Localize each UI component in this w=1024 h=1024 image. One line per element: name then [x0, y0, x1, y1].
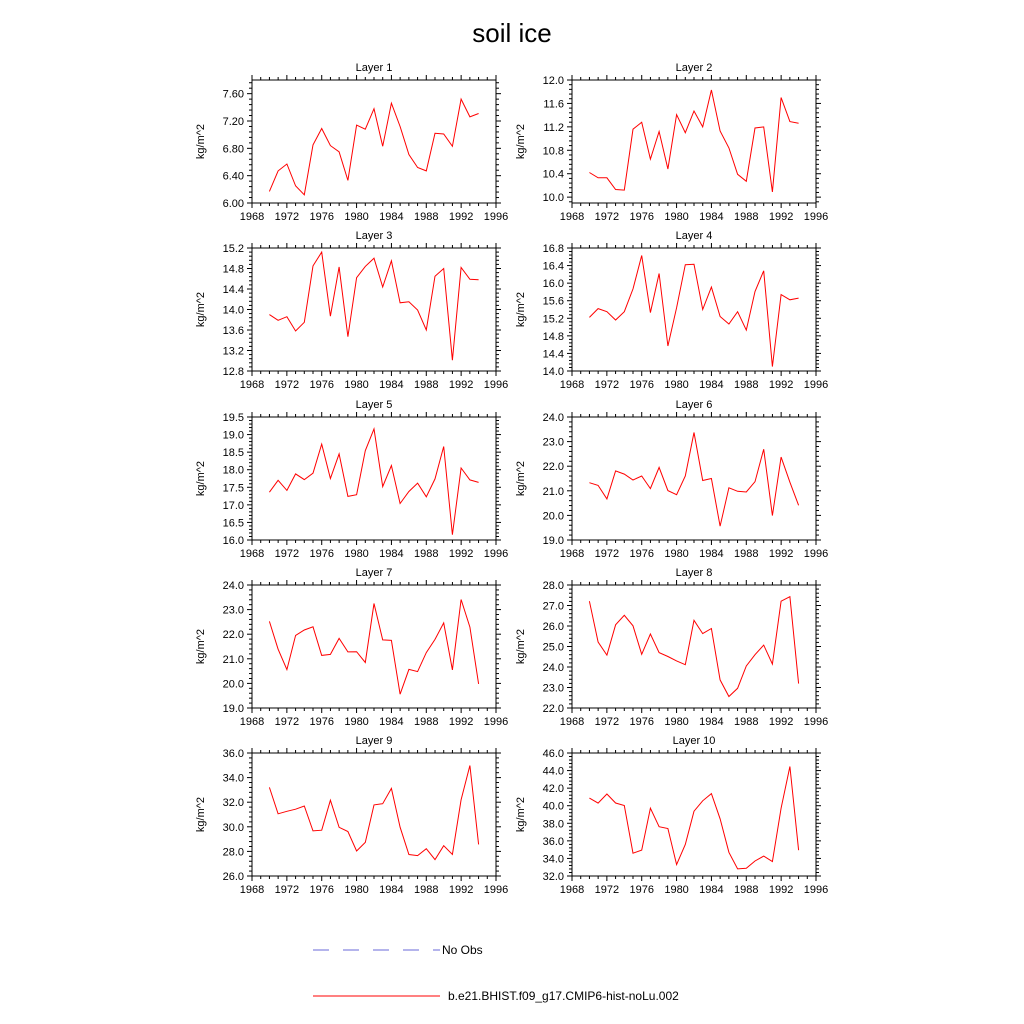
- y-axis-label: kg/m^2: [195, 796, 207, 833]
- y-tick-label: 10.8: [542, 145, 564, 158]
- y-tick-label: 27.0: [542, 600, 564, 613]
- x-tick-label: 1976: [629, 716, 654, 728]
- y-tick-label: 18.0: [222, 464, 244, 477]
- x-tick-label: 1984: [699, 211, 724, 223]
- plot-frame: [572, 753, 816, 876]
- x-tick-label: 1972: [594, 548, 620, 560]
- y-tick-label: 34.0: [222, 772, 244, 785]
- y-tick-label: 13.6: [222, 325, 244, 337]
- x-tick-label: 1988: [414, 884, 439, 896]
- x-tick-label: 1984: [699, 716, 724, 728]
- x-tick-label: 1992: [448, 211, 474, 223]
- panel-title: Layer 10: [672, 735, 716, 747]
- y-tick-label: 32.0: [222, 797, 244, 810]
- y-tick-label: 14.4: [222, 284, 244, 296]
- y-tick-label: 28.0: [222, 846, 244, 859]
- x-tick-label: 1968: [559, 548, 585, 560]
- x-tick-label: 1972: [594, 379, 620, 391]
- panel-layer-2: [515, 62, 828, 223]
- x-tick-label: 1968: [559, 379, 585, 391]
- x-tick-label: 1984: [379, 211, 404, 223]
- plot-frame: [572, 80, 816, 203]
- plot-frame: [252, 753, 496, 876]
- y-tick-label: 26.0: [542, 621, 564, 633]
- y-axis-label: kg/m^2: [195, 460, 207, 497]
- y-tick-label: 15.6: [542, 295, 564, 308]
- x-tick-label: 1980: [344, 716, 369, 728]
- series-line-model-run: [269, 429, 478, 535]
- panel-layer-7: [195, 567, 508, 728]
- x-tick-label: 1980: [344, 211, 369, 223]
- plot-frame: [572, 585, 816, 708]
- y-tick-label: 14.4: [542, 348, 564, 361]
- y-tick-label: 10.0: [542, 192, 564, 205]
- x-tick-label: 1972: [274, 884, 300, 896]
- x-tick-label: 1972: [594, 716, 620, 728]
- panel-title: Layer 8: [675, 567, 713, 579]
- x-tick-label: 1980: [664, 379, 689, 391]
- x-tick-label: 1980: [664, 211, 689, 223]
- y-tick-label: 20.0: [222, 678, 244, 691]
- x-tick-label: 1984: [699, 884, 724, 896]
- x-tick-label: 1984: [699, 379, 724, 391]
- y-tick-label: 34.0: [542, 853, 564, 866]
- y-tick-label: 14.0: [222, 304, 244, 317]
- x-tick-label: 1988: [414, 716, 439, 728]
- x-tick-label: 1992: [768, 548, 794, 560]
- x-tick-label: 1996: [803, 379, 829, 391]
- series-line-model-run: [589, 597, 798, 697]
- x-tick-label: 1968: [239, 884, 265, 896]
- y-tick-label: 7.60: [222, 88, 244, 101]
- x-tick-label: 1996: [803, 548, 829, 560]
- x-tick-label: 1968: [239, 548, 265, 560]
- series-line-model-run: [269, 99, 478, 195]
- x-tick-label: 1992: [448, 548, 474, 560]
- x-tick-label: 1980: [344, 548, 369, 560]
- y-axis-label: kg/m^2: [515, 628, 527, 665]
- y-tick-label: 14.8: [222, 263, 244, 276]
- x-tick-label: 1980: [664, 884, 689, 896]
- y-tick-label: 23.0: [542, 436, 564, 449]
- x-tick-label: 1984: [379, 884, 404, 896]
- y-tick-label: 20.0: [542, 510, 564, 523]
- x-tick-label: 1996: [483, 548, 509, 560]
- plot-frame: [252, 248, 496, 371]
- x-tick-label: 1996: [483, 884, 509, 896]
- y-tick-label: 22.0: [222, 629, 244, 642]
- y-tick-label: 36.0: [222, 748, 244, 760]
- y-tick-label: 38.0: [542, 818, 564, 831]
- x-tick-label: 1972: [274, 716, 300, 728]
- y-tick-label: 19.0: [542, 535, 564, 547]
- y-tick-label: 21.0: [222, 653, 244, 666]
- panel-title: Layer 2: [675, 62, 713, 74]
- y-tick-label: 24.0: [222, 580, 244, 592]
- series-line-model-run: [589, 433, 798, 527]
- panel-title: Layer 7: [355, 567, 393, 579]
- x-tick-label: 1992: [768, 884, 794, 896]
- series-line-model-run: [269, 600, 478, 695]
- x-tick-label: 1992: [768, 211, 794, 223]
- x-tick-label: 1996: [803, 716, 829, 728]
- y-tick-label: 6.80: [222, 143, 244, 156]
- y-tick-label: 26.0: [222, 871, 244, 883]
- x-tick-label: 1976: [629, 548, 654, 560]
- y-tick-label: 30.0: [222, 821, 244, 834]
- x-tick-label: 1976: [309, 379, 334, 391]
- x-tick-label: 1976: [309, 211, 334, 223]
- x-tick-label: 1984: [379, 548, 404, 560]
- x-tick-label: 1976: [309, 884, 334, 896]
- x-tick-label: 1976: [309, 716, 334, 728]
- x-tick-label: 1980: [664, 548, 689, 560]
- x-tick-label: 1972: [274, 548, 300, 560]
- legend-label-model-run: b.e21.BHIST.f09_g17.CMIP6-hist-noLu.002: [448, 989, 679, 1003]
- x-tick-label: 1980: [344, 884, 369, 896]
- y-tick-label: 10.4: [542, 168, 564, 181]
- x-tick-label: 1988: [734, 379, 759, 391]
- x-tick-label: 1996: [803, 884, 829, 896]
- y-tick-label: 24.0: [542, 662, 564, 674]
- y-tick-label: 17.5: [222, 482, 244, 495]
- y-axis-label: kg/m^2: [515, 796, 527, 833]
- y-tick-label: 16.8: [542, 243, 564, 255]
- y-tick-label: 21.0: [542, 485, 564, 498]
- y-tick-label: 32.0: [542, 871, 564, 883]
- series-line-model-run: [269, 252, 478, 360]
- y-tick-label: 22.0: [542, 461, 564, 474]
- x-tick-label: 1996: [803, 211, 829, 223]
- y-tick-label: 17.0: [222, 499, 244, 512]
- x-tick-label: 1976: [629, 211, 654, 223]
- x-tick-label: 1968: [239, 716, 265, 728]
- y-tick-label: 15.2: [222, 243, 244, 255]
- series-line-model-run: [589, 767, 798, 869]
- y-tick-label: 28.0: [542, 580, 564, 592]
- panel-layer-3: [195, 230, 508, 391]
- x-tick-label: 1988: [734, 716, 759, 728]
- panel-title: Layer 9: [355, 735, 393, 747]
- x-tick-label: 1988: [414, 548, 439, 560]
- series-line-model-run: [589, 90, 798, 192]
- y-axis-label: kg/m^2: [195, 123, 207, 160]
- y-axis-label: kg/m^2: [515, 291, 527, 328]
- y-axis-label: kg/m^2: [515, 123, 527, 160]
- plot-frame: [572, 417, 816, 540]
- x-tick-label: 1968: [559, 884, 585, 896]
- y-tick-label: 36.0: [542, 835, 564, 848]
- x-tick-label: 1972: [274, 379, 300, 391]
- x-tick-label: 1984: [379, 379, 404, 391]
- panel-layer-5: [195, 399, 508, 560]
- x-tick-label: 1968: [239, 379, 265, 391]
- x-tick-label: 1980: [344, 379, 369, 391]
- x-tick-label: 1988: [734, 211, 759, 223]
- y-tick-label: 12.0: [542, 75, 564, 87]
- x-tick-label: 1984: [699, 548, 724, 560]
- x-tick-label: 1968: [559, 716, 585, 728]
- panel-layer-10: [515, 735, 828, 896]
- panel-layer-9: [195, 735, 508, 896]
- y-tick-label: 14.0: [542, 366, 564, 378]
- y-tick-label: 12.8: [222, 366, 244, 378]
- panel-title: Layer 5: [355, 399, 393, 411]
- x-tick-label: 1992: [448, 379, 474, 391]
- x-tick-label: 1976: [629, 379, 654, 391]
- legend: [313, 943, 679, 1003]
- y-tick-label: 14.8: [542, 330, 564, 343]
- y-tick-label: 6.40: [222, 170, 244, 183]
- series-line-model-run: [589, 256, 798, 367]
- x-tick-label: 1972: [594, 884, 620, 896]
- y-tick-label: 16.0: [542, 278, 564, 291]
- panel-layer-6: [515, 399, 828, 560]
- panel-title: Layer 4: [675, 230, 713, 242]
- x-tick-label: 1996: [483, 211, 509, 223]
- y-tick-label: 23.0: [542, 682, 564, 695]
- y-tick-label: 11.2: [543, 121, 564, 134]
- x-tick-label: 1996: [483, 379, 509, 391]
- x-tick-label: 1992: [768, 379, 794, 391]
- y-tick-label: 15.2: [542, 313, 564, 326]
- y-tick-label: 46.0: [542, 748, 564, 760]
- plot-frame: [252, 80, 496, 203]
- panel-title: Layer 1: [355, 62, 393, 74]
- y-tick-label: 22.0: [542, 703, 564, 715]
- y-tick-label: 19.5: [222, 412, 244, 424]
- panel-layer-8: [515, 567, 828, 728]
- y-tick-label: 23.0: [222, 604, 244, 617]
- panel-title: Layer 6: [675, 399, 713, 411]
- legend-label-no-obs: No Obs: [442, 943, 483, 957]
- y-tick-label: 6.00: [222, 198, 244, 210]
- x-tick-label: 1972: [594, 211, 620, 223]
- x-tick-label: 1988: [414, 211, 439, 223]
- y-tick-label: 19.0: [222, 429, 244, 442]
- x-tick-label: 1980: [664, 716, 689, 728]
- x-tick-label: 1976: [629, 884, 654, 896]
- x-tick-label: 1992: [448, 884, 474, 896]
- series-line-model-run: [269, 766, 478, 860]
- y-axis-label: kg/m^2: [195, 628, 207, 665]
- y-tick-label: 25.0: [542, 641, 564, 654]
- panels: [195, 62, 828, 896]
- x-tick-label: 1988: [734, 884, 759, 896]
- panel-title: Layer 3: [355, 230, 393, 242]
- y-tick-label: 19.0: [222, 703, 244, 715]
- y-tick-label: 16.4: [542, 260, 564, 273]
- y-tick-label: 11.6: [543, 98, 564, 111]
- x-tick-label: 1972: [274, 211, 300, 223]
- figure-title: soil ice: [472, 18, 552, 48]
- y-axis-label: kg/m^2: [195, 291, 207, 328]
- x-tick-label: 1984: [379, 716, 404, 728]
- y-tick-label: 40.0: [542, 800, 564, 813]
- x-tick-label: 1968: [239, 211, 265, 223]
- y-tick-label: 44.0: [542, 765, 564, 778]
- y-tick-label: 42.0: [542, 783, 564, 796]
- y-tick-label: 13.2: [222, 345, 244, 358]
- x-tick-label: 1968: [559, 211, 585, 223]
- y-tick-label: 7.20: [222, 116, 244, 128]
- y-axis-label: kg/m^2: [515, 460, 527, 497]
- y-tick-label: 18.5: [222, 447, 244, 460]
- panel-layer-4: [515, 230, 828, 391]
- x-tick-label: 1992: [448, 716, 474, 728]
- x-tick-label: 1988: [734, 548, 759, 560]
- y-tick-label: 24.0: [542, 412, 564, 424]
- x-tick-label: 1996: [483, 716, 509, 728]
- x-tick-label: 1992: [768, 716, 794, 728]
- x-tick-label: 1988: [414, 379, 439, 391]
- y-tick-label: 16.0: [222, 535, 244, 547]
- panel-layer-1: [195, 62, 508, 223]
- x-tick-label: 1976: [309, 548, 334, 560]
- y-tick-label: 16.5: [222, 517, 244, 530]
